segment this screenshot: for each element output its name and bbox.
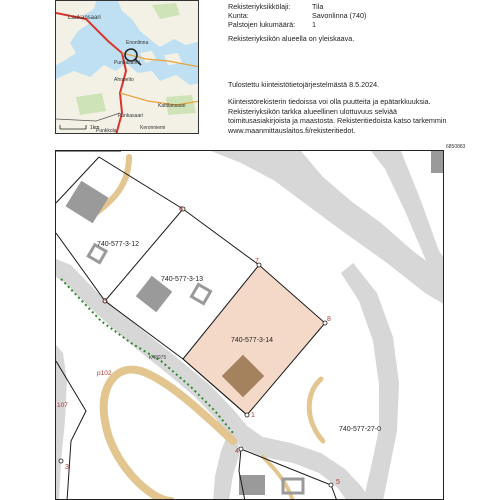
parcel-count-row (228, 20, 316, 29)
disclaimer-line: toimitusasiakirjoista ja maastosta. Rekisteritiedoista katso tarkemmin (228, 116, 447, 125)
map-sheet-number: 6850883 (446, 144, 466, 150)
locator-place-label: Keronniemi (140, 125, 166, 131)
locator-scale-label: 1km (90, 125, 100, 131)
boundary-point-label: 107 (57, 402, 68, 409)
cadastral-map-graphic (56, 151, 444, 500)
disclaimer-line: Kiinteistörekisterin tiedoissa voi olla puutteita ja epätarkkuuksia. (228, 97, 431, 106)
boundary-point-label: 7 (255, 258, 259, 265)
parcel-count-label: Palstojen lukumäärä: (228, 20, 296, 29)
boundary-point-marker (245, 413, 249, 417)
locator-map (55, 0, 199, 134)
right-road (341, 263, 399, 500)
locator-place-label: Punkasaari (118, 113, 144, 119)
boundary-point-label: 5 (336, 479, 340, 486)
locator-place-label: Punkkola (96, 128, 117, 134)
register-type-label: Rekisteriyksikkölaji: (228, 2, 291, 11)
municipality-label: Kunta: (228, 11, 249, 20)
municipality-value: Savonlinna (740) (312, 11, 367, 20)
boundary-point-label: 4 (235, 448, 239, 455)
boundary-point-label: 3 (65, 464, 69, 471)
parcel-label-3-13: 740-577-3-13 (161, 276, 204, 283)
track-curve (309, 379, 323, 441)
building (191, 284, 210, 303)
road-label: K48975 (149, 355, 167, 361)
locator-place-label: Kattilansaari (158, 103, 186, 109)
locator-place-label: Enonlinna (126, 40, 149, 46)
cadastral-map[interactable] (55, 150, 444, 500)
register-type-row (228, 2, 324, 11)
locator-place-label: Punkasalmi (114, 60, 140, 66)
building (65, 181, 108, 223)
parcel-label-3-14: 740-577-3-14 (231, 337, 274, 344)
locator-map-graphic (56, 1, 199, 134)
register-info-panel (200, 0, 500, 134)
boundary-point-marker (59, 459, 63, 463)
boundary-point-marker (329, 483, 333, 487)
building (431, 151, 444, 173)
disclaimer-line: Rekisteriyksikön tarkka alueellinen ulottuvuus selviää (228, 106, 397, 116)
side-road (56, 345, 67, 500)
master-plan-note: Rekisteriyksikön alueella on yleiskaava. (228, 34, 355, 43)
boundary-point-label: 1 (251, 412, 255, 419)
locator-place-label: Ahopelto (114, 77, 134, 83)
boundary-point-label: 3 (103, 298, 107, 305)
municipality-row (228, 11, 367, 20)
printed-date-note: Tulostettu kiinteistötietojärjestelmästä 8.5.2024. (228, 80, 380, 89)
disclaimer-link[interactable]: www.maanmittauslaitos.fi/rekisteritiedot. (228, 125, 356, 135)
boundary-point-label: 8 (327, 316, 331, 323)
boundary-point-marker (239, 447, 243, 451)
parcel-count-value: 1 (312, 20, 316, 29)
boundary-point-label: p102 (97, 370, 112, 377)
parcel-label-27-0: 740-577-27-0 (339, 426, 382, 433)
locator-place-label: Laukansaari (68, 15, 101, 21)
parcel-label-3-12: 740-577-3-12 (97, 241, 140, 248)
boundary-point-label: 6 (179, 206, 183, 213)
register-type-value: Tila (312, 2, 324, 11)
